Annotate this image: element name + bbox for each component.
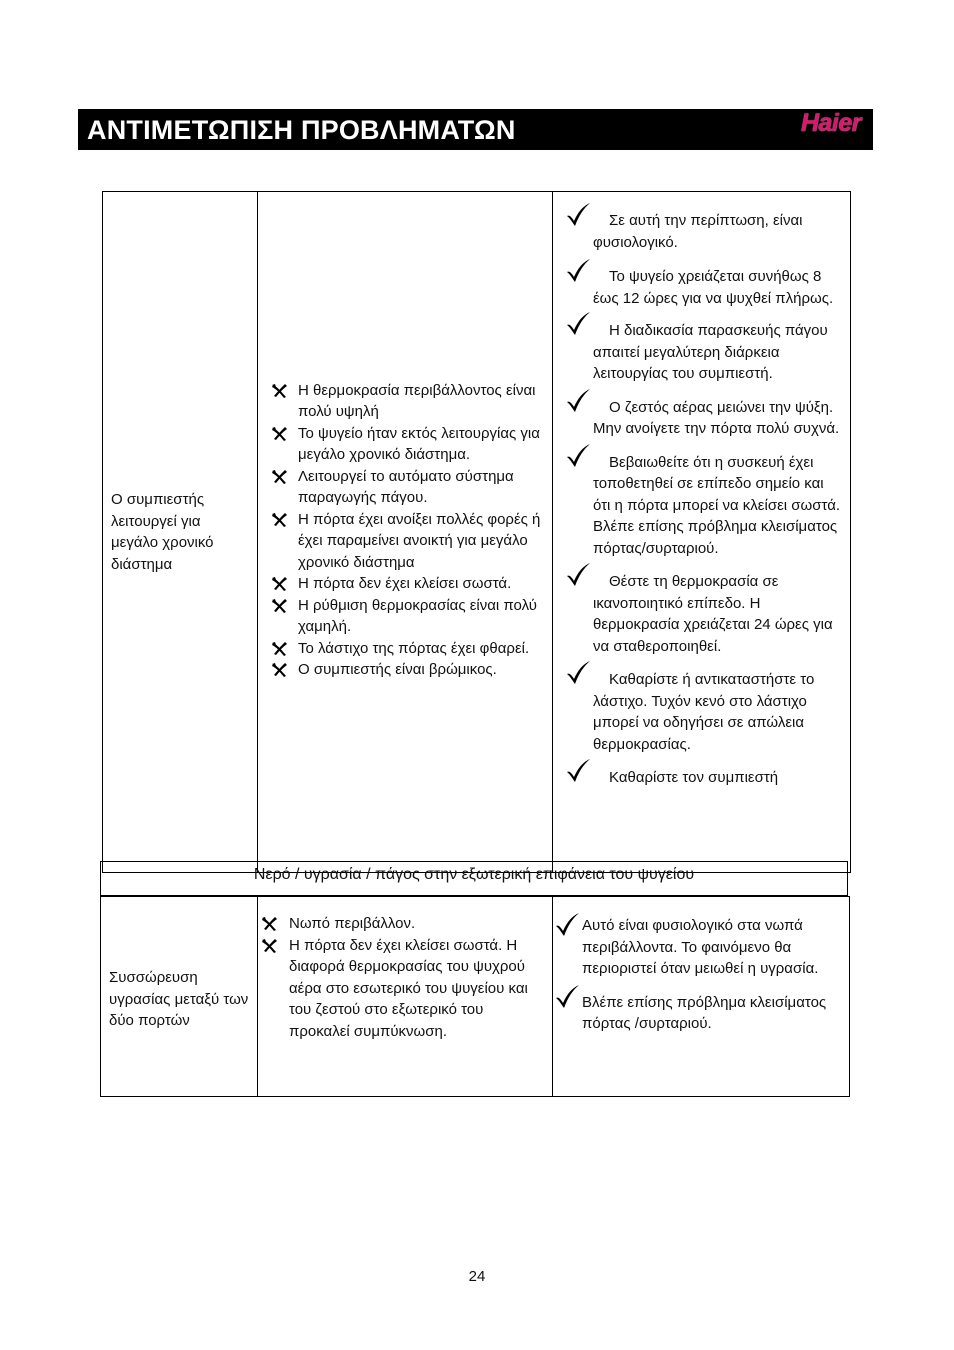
causes-cell xyxy=(258,192,553,873)
solution-item: Η διαδικασία παρασκευής πάγου απαιτεί μεγαλύτερη διάρκεια λειτουργίας του συμπιεστή. xyxy=(553,309,850,385)
solution-item: Αυτό είναι φυσιολογικό στα νωπά περιβάλλοντα. Το φαινόμενο θα περιοριστεί όταν μειωθεί η υγρασία. xyxy=(553,915,849,980)
checkmark-icon xyxy=(565,202,591,228)
cross-icon xyxy=(270,639,290,659)
checkmark-icon xyxy=(565,388,591,414)
section-title: Νερό / υγρασία / πάγος στην εξωτερική επιφάνεια του ψυγείου xyxy=(100,861,848,896)
cause-item: Η ρύθμιση θερμοκρασίας είναι πολύ χαμηλή. xyxy=(270,595,546,638)
brand-logo: Haier xyxy=(800,109,861,137)
cross-icon xyxy=(270,467,290,487)
cause-item: Ο συμπιεστής είναι βρώμικος. xyxy=(270,659,546,681)
cause-item: Το λάστιχο της πόρτας έχει φθαρεί. xyxy=(270,638,546,660)
checkmark-icon xyxy=(565,258,591,284)
problem-text: Ο συμπιεστής λειτουργεί για μεγάλο χρονικό διάστημα xyxy=(111,491,214,573)
solution-item: Σε αυτή την περίπτωση, είναι φυσιολογικό. xyxy=(553,202,850,253)
checkmark-icon xyxy=(565,311,591,337)
cause-item: Λειτουργεί το αυτόματο σύστημα παραγωγής πάγου. xyxy=(270,466,546,509)
troubleshooting-table-moisture xyxy=(100,896,850,1097)
checkmark-icon xyxy=(565,758,591,784)
problem-cell xyxy=(103,192,258,873)
page-number: 24 xyxy=(468,1268,486,1285)
problem-cell xyxy=(101,897,258,1097)
causes-list xyxy=(260,913,544,1042)
checkmark-icon xyxy=(565,562,591,588)
cross-icon xyxy=(270,596,290,616)
solution-item: Καθαρίστε ή αντικαταστήστε το λάστιχο. Τυχόν κενό στο λάστιχο μπορεί να οδηγήσει σε απώλεια θερμοκρασίας. xyxy=(553,657,850,755)
solution-item: Θέστε τη θερμοκρασία σε ικανοποιητικό επίπεδο. Η θερμοκρασία χρειάζεται 24 ώρες για να σταθεροποιηθεί. xyxy=(553,559,850,657)
checkmark-icon xyxy=(554,984,580,1010)
page-title: ΑΝΤΙΜΕΤΩΠΙΣΗ ΠΡΟΒΛΗΜΑΤΩΝ xyxy=(87,115,516,145)
solution-item: Βεβαιωθείτε ότι η συσκευή έχει τοποθετηθεί σε επίπεδο σημείο και ότι η πόρτα μπορεί να κλείσει σωστά. Βλέπε επίσης πρόβλημα κλεισίματος πόρτας/συρταριού. xyxy=(553,440,850,560)
header-bar xyxy=(78,109,873,150)
solution-item: Βλέπε επίσης πρόβλημα κλεισίματος πόρτας /συρταριού. xyxy=(553,980,849,1035)
cause-item: Νωπό περιβάλλον. xyxy=(260,913,544,935)
cause-item: Η θερμοκρασία περιβάλλοντος είναι πολύ υψηλή xyxy=(270,380,546,423)
cross-icon xyxy=(270,574,290,594)
checkmark-icon xyxy=(565,443,591,469)
solution-item: Το ψυγείο χρειάζεται συνήθως 8 έως 12 ώρες για να ψυχθεί πλήρως. xyxy=(553,253,850,309)
table-row xyxy=(103,192,851,873)
solutions-cell xyxy=(553,897,850,1097)
solution-item: Καθαρίστε τον συμπιεστή xyxy=(553,755,850,789)
solutions-cell xyxy=(553,192,851,873)
causes-cell xyxy=(258,897,553,1097)
cause-item: Η πόρτα έχει ανοίξει πολλές φορές ή έχει παραμείνει ανοικτή για μεγάλο χρονικό διάστημα xyxy=(270,509,546,574)
causes-list xyxy=(270,380,546,681)
solution-item: Ο ζεστός αέρας μειώνει την ψύξη. Μην ανοίγετε την πόρτα πολύ συχνά. xyxy=(553,385,850,440)
solutions-list xyxy=(553,202,850,789)
cause-item: Η πόρτα δεν έχει κλείσει σωστά. Η διαφορά θερμοκρασίας του ψυχρού αέρα στο εσωτερικό του ψυγείου και του ζεστού στο εξωτερικό του προκαλεί συμπύκνωση. xyxy=(260,935,544,1043)
cross-icon xyxy=(260,936,280,956)
cross-icon xyxy=(270,381,290,401)
solutions-list xyxy=(553,915,849,1035)
troubleshooting-table-compressor xyxy=(102,191,851,873)
cause-item: Το ψυγείο ήταν εκτός λειτουργίας για μεγάλο χρονικό διάστημα. xyxy=(270,423,546,466)
cross-icon xyxy=(270,510,290,530)
cross-icon xyxy=(260,914,280,934)
checkmark-icon xyxy=(565,660,591,686)
table-row xyxy=(101,897,850,1097)
problem-text: Συσσώρευση υγρασίας μεταξύ των δύο πορτών xyxy=(109,969,249,1030)
cause-item: Η πόρτα δεν έχει κλείσει σωστά. xyxy=(270,573,546,595)
checkmark-icon xyxy=(554,912,580,938)
cross-icon xyxy=(270,660,290,680)
cross-icon xyxy=(270,424,290,444)
